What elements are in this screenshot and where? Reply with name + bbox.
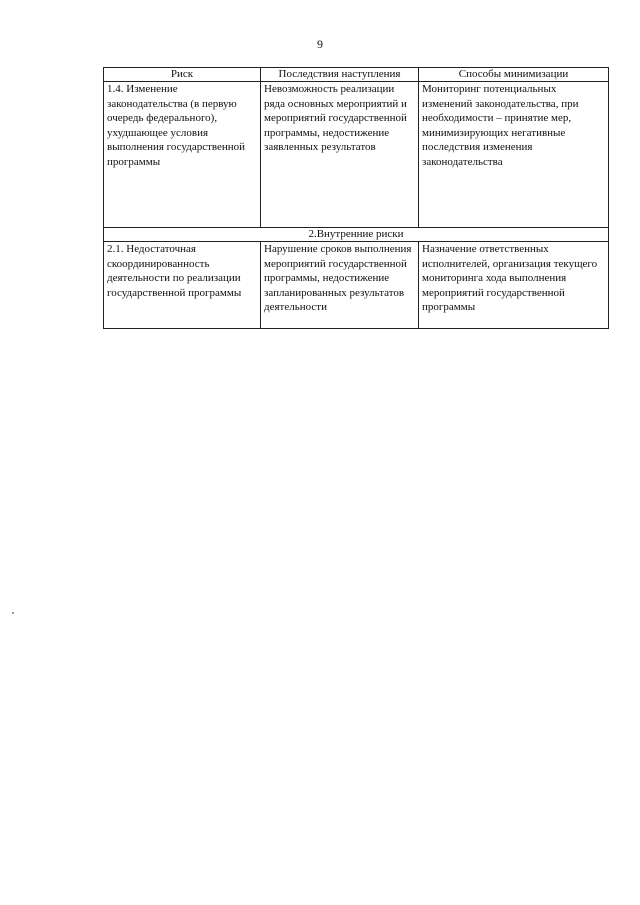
section-title: 2.Внутренние риски — [104, 228, 609, 242]
cell-mitigation: Назначение ответственных исполнителей, организация текущего мониторинга хода выполнения мероприятий государственной программы — [419, 242, 609, 329]
cell-risk: 2.1. Недостаточная скоординированность деятельности по реализации государственной программы — [104, 242, 261, 329]
cell-consequences: Невозможность реализации ряда основных мероприятий и мероприятий государственной программы, недостижение заявленных результатов — [261, 82, 419, 228]
page-number: 9 — [317, 37, 323, 51]
cell-mitigation: Мониторинг потенциальных изменений законодательства, при необходимости – принятие мер, минимизирующих негативные последствия изменения законодательства — [419, 82, 609, 228]
header-consequences: Последствия наступления — [261, 68, 419, 82]
cell-consequences: Нарушение сроков выполнения мероприятий государственной программы, недостижение запланированных результатов деятельности — [261, 242, 419, 329]
header-mitigation: Способы минимизации — [419, 68, 609, 82]
cell-risk: 1.4. Изменение законодательства (в первую очередь федерального), ухудшающее условия выполнения государственной программы — [104, 82, 261, 228]
table-row — [104, 242, 609, 329]
risk-table — [103, 67, 609, 329]
section-row — [104, 228, 609, 242]
table-header-row — [104, 68, 609, 82]
table-row — [104, 82, 609, 228]
scan-speck — [12, 612, 14, 614]
header-risk: Риск — [104, 68, 261, 82]
